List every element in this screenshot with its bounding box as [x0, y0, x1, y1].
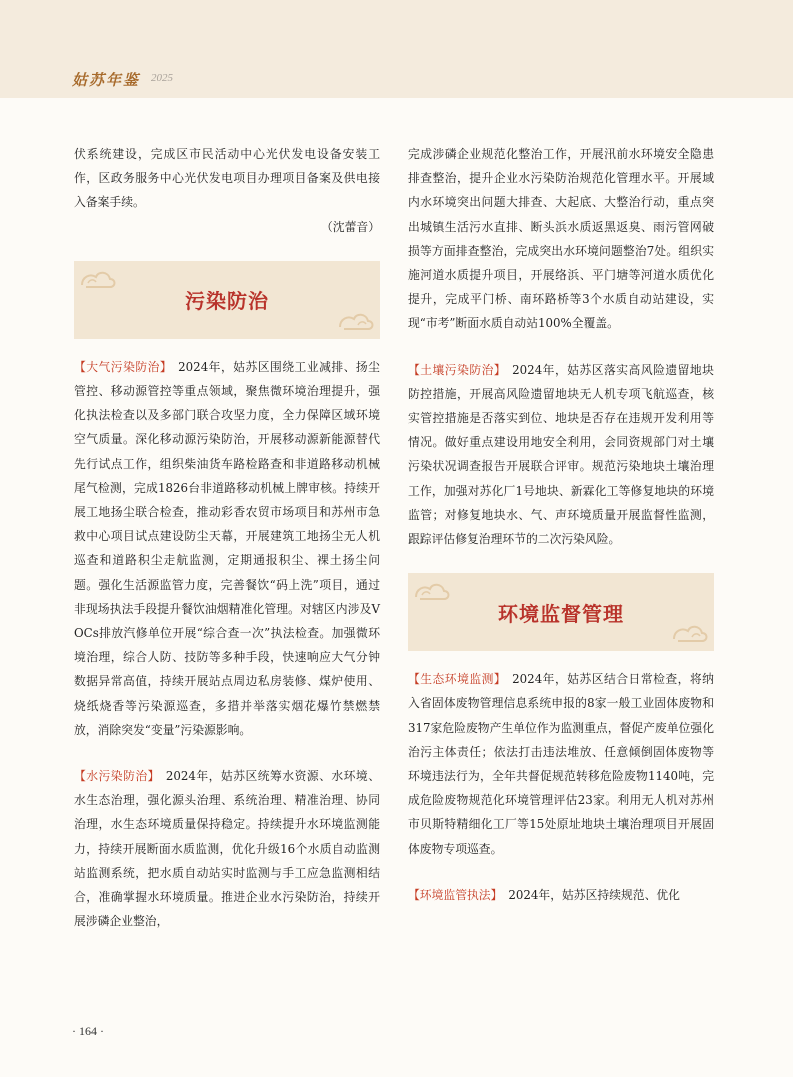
yearbook-title: 姑苏年鉴 [72, 71, 141, 89]
paragraph-text: 2024年，姑苏区落实高风险遗留地块防控措施，开展高风险遗留地块无人机专项飞航巡查，核实管控措施是否落实到位、地块是否存在违规开发利用等情况。做好重点建设用地安全利用，会同资规部门对土壤污染状况调查报告开展联合评审。规范污染地块土壤治理工作，加强对苏化厂1号地块、新霖化工等修复地块的环境监管；对修复地块水、气、声环境质量开展监督性监测，跟踪评估修复治理环节的二次污染风险。 [408, 362, 714, 547]
intro-paragraph [74, 142, 380, 239]
section-title: 污染防治 [185, 289, 269, 314]
enforcement-paragraph [408, 883, 714, 907]
water-pollution-paragraph [74, 764, 380, 933]
right-column [408, 142, 714, 907]
water-continued-paragraph: 完成涉磷企业规范化整治工作，开展汛前水环境安全隐患排查整治，提升企业水污染防治规范化管理水平。开展域内水环境突出问题大排查、大起底、大整治行动，重点突出城镇生活污水直排、断头浜水质返黑返臭、雨污管网破损等方面排查整治，完成突出水环境问题整治7处。组织实施河道水质提升项目，开展络浜、平门塘等河道水质优化提升，完成平门桥、南环路桥等3个水质自动站建设，实现“市考”断面水质自动站100%全覆盖。 [408, 147, 714, 331]
air-pollution-paragraph [74, 355, 380, 742]
section-title: 环境监督管理 [498, 601, 624, 626]
cloud-ornament-icon [412, 577, 452, 605]
section-header-supervision [408, 573, 714, 651]
paragraph-text: 2024年，姑苏区持续规范、优化 [508, 887, 680, 902]
topic-tag: 【水污染防治】 [74, 769, 160, 784]
topic-tag: 【大气污染防治】 [74, 359, 173, 374]
topic-tag: 【环境监管执法】 [408, 887, 503, 902]
left-column [74, 142, 380, 933]
intro-text: 伏系统建设，完成区市民活动中心光伏发电设备安装工作，区政务服务中心光伏发电项目办理项目备案及供电接入备案手续。 [74, 147, 380, 210]
paragraph-text: 2024年，姑苏区围绕工业减排、扬尘管控、移动源管控等重点领域，聚焦微环境治理提升，强化执法检查以及多部门联合攻坚力度，全力保障区域环境空气质量。深化移动源污染防治，开展移动源新能源替代先行试点工作，组织柴油货车路检路查和非道路移动机械尾气检测，完成1826台非道路移动机械上牌审核。持续开展工地扬尘联合检查，推动彩香农贸市场项目和苏州市急救中心项目试点建设防尘天幕，开展建筑工地扬尘无人机巡查和道路积尘走航监测，定期通报积尘、裸土扬尘问题。强化生活源监管力度，完善餐饮“码上洗”项目，通过非现场执法手段提升餐饮油烟精准化管理。对辖区内涉及VOCs排放汽修单位开展“综合查一次”执法检查。加强微环境治理，综合人防、技防等多种手段，快速响应大气分钟数据异常高值，持续开展站点周边私房装修、煤炉使用、烧纸烧香等污染源巡查，多措并举落实烟花爆竹禁燃禁放，消除突发“变量”污染源影响。 [74, 359, 380, 737]
cloud-ornament-icon [78, 265, 118, 293]
section-header-pollution [74, 261, 380, 339]
topic-tag: 【生态环境监测】 [408, 672, 507, 687]
yearbook-year: 2025 [151, 72, 173, 84]
paragraph-text: 2024年，姑苏区结合日常检查，将纳入省固体废物管理信息系统申报的8家一般工业固体废物和317家危险废物产生单位作为监测重点，督促产废单位强化治污主体责任；依法打击违法堆放、任意倾倒固体废物等环境违法行为，全年共督促规范转移危险废物1140吨，完成危险废物规范化环境管理评估23家。利用无人机对苏州市贝斯特精细化工厂等15处原址地块土壤治理项目开展固体废物专项巡查。 [408, 672, 714, 856]
topic-tag: 【土壤污染防治】 [408, 362, 507, 377]
paragraph-text: 2024年，姑苏区统筹水资源、水环境、水生态治理，强化源头治理、系统治理、精准治理、协同治理，水生态环境质量保持稳定。持续提升水环境监测能力，持续开展断面水质监测，优化升级16个水质自动监测站监测系统，把水质自动站实时监测与手工应急监测相结合，准确掌握水环境质量。推进企业水污染防治，持续开展涉磷企业整治， [74, 769, 380, 929]
cloud-ornament-icon [336, 307, 376, 335]
page-number: · 164 · [72, 1024, 104, 1038]
eco-monitoring-paragraph [408, 667, 714, 861]
cloud-ornament-icon [670, 619, 710, 647]
intro-author: （沈蕾音） [321, 219, 380, 234]
soil-pollution-paragraph [408, 358, 714, 552]
